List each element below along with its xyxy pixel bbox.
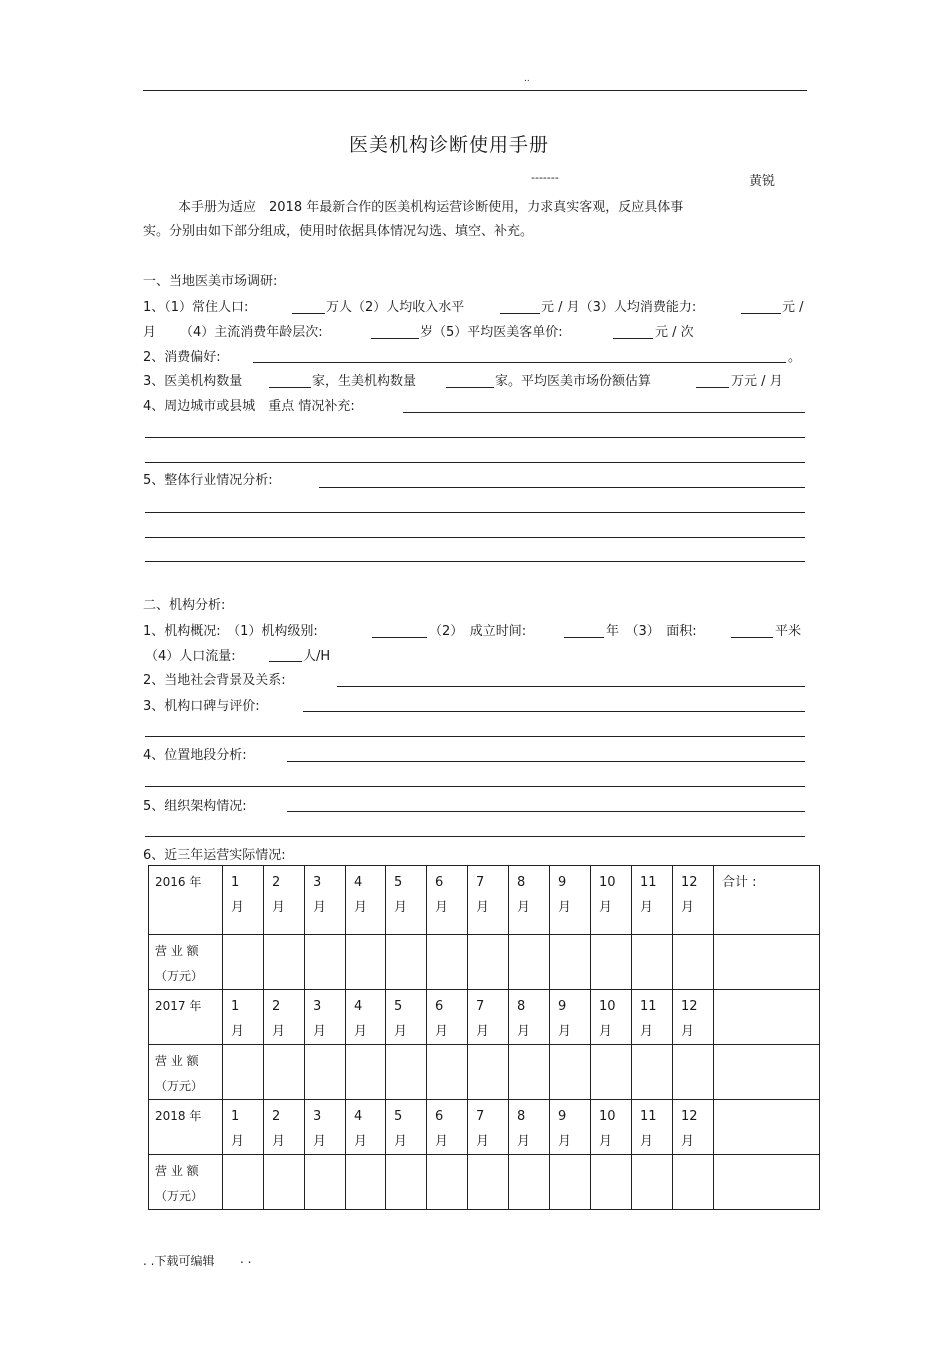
unit-price-blank[interactable] [613, 338, 653, 339]
document-title: 医美机构诊断使用手册 [349, 134, 550, 156]
month-cell: 4 月 [346, 866, 386, 935]
revenue-cell[interactable] [591, 1155, 632, 1210]
year-label: 2017 年 [149, 990, 223, 1045]
market-share-blank[interactable] [696, 387, 729, 388]
year-row-2016 [149, 866, 820, 935]
operations-table [148, 865, 820, 1210]
s1-q1-h: 元 / 次 [655, 325, 694, 340]
social-blank[interactable] [337, 686, 805, 687]
month-cell: 10 月 [591, 1100, 632, 1155]
revenue-cell[interactable] [550, 1045, 591, 1100]
month-cell: 12 月 [673, 1100, 714, 1155]
revenue-cell[interactable] [673, 1155, 714, 1210]
intro-line-2: 实。分别由如下部分组成，使用时依据具体情况勾选、填空、补充。 [143, 224, 534, 239]
income-blank[interactable] [500, 313, 540, 314]
revenue-cell[interactable] [550, 935, 591, 990]
s1-q1-b: 万人（2）人均收入水平 [326, 300, 465, 315]
org-blank-1[interactable] [287, 811, 805, 812]
revenue-total-cell[interactable] [714, 935, 820, 990]
location-blank-2[interactable] [145, 786, 805, 787]
revenue-cell[interactable] [509, 935, 550, 990]
month-cell: 8 月 [509, 1100, 550, 1155]
s1-q3-a: 3、医美机构数量 [143, 374, 243, 389]
revenue-cell[interactable] [550, 1155, 591, 1210]
s1-q4-label: 4、周边城市或县城 重点 情况补充: [143, 399, 355, 414]
header-rule [143, 90, 807, 91]
population-blank[interactable] [292, 313, 325, 314]
location-blank-1[interactable] [287, 761, 805, 762]
medical-count-blank[interactable] [269, 387, 311, 388]
footer-text: . .下载可编辑 [143, 1254, 215, 1268]
s1-q1-a: 1、（1）常住人口: [143, 300, 249, 315]
consumption-blank[interactable] [741, 313, 781, 314]
revenue-cell[interactable] [673, 1045, 714, 1100]
total-label: 合计 : [714, 866, 820, 935]
revenue-label: 营 业 额 （万元） [149, 1155, 223, 1210]
preference-blank[interactable] [253, 362, 786, 363]
s1-q5-label: 5、整体行业情况分析: [143, 473, 273, 488]
month-cell: 9 月 [550, 1100, 591, 1155]
revenue-cell[interactable] [632, 935, 673, 990]
revenue-cell[interactable] [264, 1045, 305, 1100]
s2-q1-a: 1、机构概况: （1）机构级别: [143, 624, 318, 639]
month-cell: 2 月 [264, 990, 305, 1045]
year-row-2017 [149, 990, 820, 1045]
month-cell: 5 月 [386, 1100, 427, 1155]
revenue-cell[interactable] [468, 1155, 509, 1210]
month-cell: 8 月 [509, 990, 550, 1045]
s1-q3-d: 万元 / 月 [731, 374, 783, 389]
level-blank[interactable] [372, 637, 427, 638]
section1-heading: 一、当地医美市场调研: [143, 274, 278, 289]
s2-q1-e: （4）人口流量: [145, 649, 236, 664]
month-cell: 12 月 [673, 990, 714, 1045]
org-blank-2[interactable] [145, 836, 805, 837]
month-cell: 1 月 [223, 866, 264, 935]
revenue-cell[interactable] [386, 935, 427, 990]
month-cell: 3 月 [305, 990, 346, 1045]
surrounding-blank-1[interactable] [403, 412, 805, 413]
s2-q1-f: 人/H [303, 649, 331, 664]
s2-q1-d: 平米 [775, 624, 802, 639]
s2-q2-label: 2、当地社会背景及关系: [143, 673, 286, 688]
revenue-cell[interactable] [386, 1045, 427, 1100]
revenue-cell[interactable] [591, 1045, 632, 1100]
revenue-cell[interactable] [632, 1155, 673, 1210]
author-dashes: ------- [531, 171, 559, 184]
revenue-row-2016 [149, 935, 820, 990]
month-cell: 2 月 [264, 866, 305, 935]
s1-q1-d: 元 / [782, 300, 804, 315]
month-cell: 3 月 [305, 866, 346, 935]
s2-q1-b: （2） 成立时间: [429, 624, 527, 639]
revenue-cell[interactable] [305, 1155, 346, 1210]
industry-blank-3[interactable] [145, 537, 805, 538]
revenue-cell[interactable] [223, 935, 264, 990]
s1-q1-g: 岁（5）平均医美客单价: [420, 325, 563, 340]
month-cell: 5 月 [386, 990, 427, 1045]
month-cell: 11 月 [632, 866, 673, 935]
year-label: 2016 年 [149, 866, 223, 935]
total-cell[interactable] [714, 990, 820, 1045]
s1-q1-c: 元 / 月（3）人均消费能力: [541, 300, 697, 315]
founded-blank[interactable] [564, 637, 604, 638]
revenue-cell[interactable] [264, 935, 305, 990]
s1-q2-end: 。 [788, 350, 802, 365]
revenue-cell[interactable] [468, 1045, 509, 1100]
revenue-cell[interactable] [386, 1155, 427, 1210]
revenue-cell[interactable] [223, 1155, 264, 1210]
revenue-cell[interactable] [264, 1155, 305, 1210]
month-cell: 10 月 [591, 990, 632, 1045]
month-cell: 9 月 [550, 866, 591, 935]
s2-q3-label: 3、机构口碑与评价: [143, 699, 260, 714]
reputation-blank-2[interactable] [145, 736, 805, 737]
s1-q3-c: 家。平均医美市场份额估算 [495, 374, 652, 389]
s2-q1-c: 年 （3） 面积: [606, 624, 697, 639]
revenue-cell[interactable] [305, 1045, 346, 1100]
reputation-blank-1[interactable] [303, 711, 805, 712]
revenue-cell[interactable] [591, 935, 632, 990]
s1-q3-b: 家，生美机构数量 [312, 374, 417, 389]
month-cell: 11 月 [632, 990, 673, 1045]
author-name: 黄锐 [749, 174, 776, 189]
month-cell: 12 月 [673, 866, 714, 935]
month-cell: 1 月 [223, 990, 264, 1045]
revenue-cell[interactable] [509, 1155, 550, 1210]
revenue-row-2017 [149, 1045, 820, 1100]
surrounding-blank-2[interactable] [145, 437, 805, 438]
s1-q1-f: （4）主流消费年龄层次: [180, 325, 323, 340]
revenue-cell[interactable] [346, 935, 386, 990]
month-cell: 10 月 [591, 866, 632, 935]
industry-blank-4[interactable] [145, 561, 805, 562]
month-cell: 6 月 [427, 1100, 468, 1155]
month-cell: 7 月 [468, 990, 509, 1045]
month-cell: 8 月 [509, 866, 550, 935]
revenue-cell[interactable] [468, 935, 509, 990]
revenue-cell[interactable] [632, 1045, 673, 1100]
area-blank[interactable] [731, 637, 773, 638]
revenue-cell[interactable] [346, 1155, 386, 1210]
revenue-cell[interactable] [305, 935, 346, 990]
industry-blank-2[interactable] [145, 512, 805, 513]
month-cell: 9 月 [550, 990, 591, 1045]
industry-blank-1[interactable] [319, 487, 805, 488]
revenue-cell[interactable] [346, 1045, 386, 1100]
month-cell: 6 月 [427, 866, 468, 935]
traffic-blank[interactable] [269, 661, 302, 662]
month-cell: 11 月 [632, 1100, 673, 1155]
month-cell: 7 月 [468, 866, 509, 935]
year-row-2018 [149, 1100, 820, 1155]
month-cell: 2 月 [264, 1100, 305, 1155]
month-cell: 4 月 [346, 1100, 386, 1155]
surrounding-blank-3[interactable] [145, 462, 805, 463]
age-blank[interactable] [371, 338, 419, 339]
month-cell: 4 月 [346, 990, 386, 1045]
revenue-cell[interactable] [673, 935, 714, 990]
s2-q5-label: 5、组织架构情况: [143, 799, 247, 814]
revenue-cell[interactable] [223, 1045, 264, 1100]
revenue-cell[interactable] [509, 1045, 550, 1100]
footer-dots: . . [240, 1252, 252, 1266]
header-dots: .. [524, 74, 530, 84]
month-cell: 1 月 [223, 1100, 264, 1155]
total-cell[interactable] [714, 1100, 820, 1155]
revenue-total-cell[interactable] [714, 1155, 820, 1210]
section2-heading: 二、机构分析: [143, 598, 226, 613]
s1-q1-e: 月 [143, 325, 157, 340]
revenue-row-2018 [149, 1155, 820, 1210]
revenue-cell[interactable] [427, 1155, 468, 1210]
month-cell: 6 月 [427, 990, 468, 1045]
revenue-label: 营 业 额 （万元） [149, 935, 223, 990]
revenue-cell[interactable] [427, 1045, 468, 1100]
revenue-label: 营 业 额 （万元） [149, 1045, 223, 1100]
s2-q6-label: 6、近三年运营实际情况: [143, 848, 286, 863]
revenue-total-cell[interactable] [714, 1045, 820, 1100]
revenue-cell[interactable] [427, 935, 468, 990]
s2-q4-label: 4、位置地段分析: [143, 748, 247, 763]
beauty-count-blank[interactable] [446, 387, 494, 388]
s1-q2-label: 2、消费偏好: [143, 350, 221, 365]
month-cell: 3 月 [305, 1100, 346, 1155]
intro-line-1: 本手册为适应 2018 年最新合作的医美机构运营诊断使用，力求真实客观，反应具体事 [178, 200, 684, 215]
year-label: 2018 年 [149, 1100, 223, 1155]
month-cell: 5 月 [386, 866, 427, 935]
month-cell: 7 月 [468, 1100, 509, 1155]
